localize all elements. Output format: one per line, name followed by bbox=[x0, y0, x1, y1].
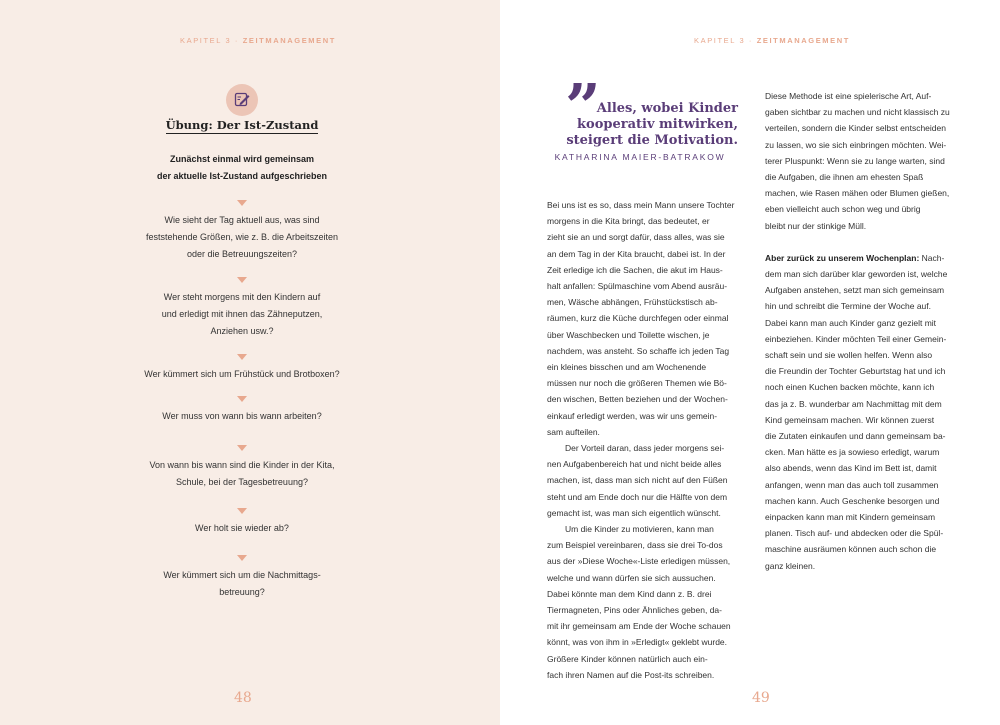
paragraph: Der Vorteil daran, dass jeder morgens sei- nen Aufgabenbereich hat und nicht beide alles machen, ist, dass man sich nicht auf den Füßen steht und am Ende doch nur die Hälfte von dem gemacht ist, was man sich eigentlich wünscht. bbox=[547, 443, 728, 518]
running-head-left bbox=[180, 36, 336, 45]
paragraph: Bei uns ist es so, dass mein Mann unsere Tochter morgens in die Kita bringt, das bedeutet, er zieht sie an und sorgt dafür, dass alles, was sie an dem Tag in der Kita braucht, dabei ist. In der Zeit erledige ich die Sachen, die akut im Haus- halt anfallen: Spülmaschine vom Abend ausräu- men, Wäsche abhängen, Frühstückstisch ab- räumen, kurz die Küche durchfegen oder einmal über Waschbecken und Toilette wischen, je nachdem, was ansteht. So schaffe ich jeden Tag ein kleines bisschen und am Wochenende müssen nur noch die größeren Themen wie Bö- den wischen, Betten beziehen und der Wochen- einkauf erledigt werden, was wir uns gemein- sam aufteilen. bbox=[547, 200, 735, 437]
page-number-left: 48 bbox=[234, 690, 252, 706]
triangle-down-icon bbox=[237, 354, 247, 360]
right-page bbox=[500, 0, 1000, 725]
triangle-down-icon bbox=[237, 508, 247, 514]
page-number-right: 49 bbox=[752, 690, 770, 706]
pencil-note-icon-graphic bbox=[233, 91, 251, 109]
exercise-intro: Zunächst einmal wird gemeinsam der aktuelle Ist-Zustand aufgeschrieben bbox=[156, 154, 328, 181]
question-item: Wer holt sie wieder ab? bbox=[120, 508, 364, 537]
subheading-inline: Aber zurück zu unserem Wochenplan: bbox=[765, 252, 920, 263]
triangle-down-icon bbox=[237, 200, 247, 206]
exercise-title: Übung: Der Ist-Zustand bbox=[165, 118, 319, 132]
triangle-down-icon bbox=[237, 445, 247, 451]
question-item: Wer kümmert sich um Frühstück und Brotboxen? bbox=[120, 354, 364, 383]
paragraph: Um die Kinder zu motivieren, kann man zum Beispiel vereinbaren, dass sie drei To-dos aus der »Diese Woche«-Liste erledigen müssen, welche und wann dürfen sie sich aussuchen. Dabei könnte man dem Kind dann z. B. drei Tiermagneten, Pins oder Ähnliches geben, da- mit ihr gemeinsam am Ende der Woche schauen könnt, was von ihm in »Erledigt« geklebt wurde. Größere Kinder können natürlich auch ein- fach ihren Namen auf die Post-its schreiben. bbox=[547, 524, 731, 680]
question-item: Wer kümmert sich um die Nachmittags- betreuung? bbox=[120, 555, 364, 601]
question-item: Von wann bis wann sind die Kinder in der Kita, Schule, bei der Tagesbetreuung? bbox=[120, 445, 364, 491]
quote-author: KATHARINA MAIER-BATRAKOW bbox=[554, 152, 726, 162]
triangle-down-icon bbox=[237, 396, 247, 402]
paragraph: Diese Methode ist eine spielerische Art, Auf- gaben sichtbar zu machen und nicht klassisch zu verteilen, sondern die Kinder selbst entscheiden zu lassen, wo sie sich einbringen möchten. Wei- terer Pluspunkt: Wenn sie zu lange warten, sind die Aufgaben, die ihnen am ehesten Spaß machen, wie Rasen mähen oder Blumen gießen, eben vielleicht auch schon weg und übrig bleibt nur der stinkige Müll. bbox=[765, 91, 950, 231]
question-item: Wer steht morgens mit den Kindern auf und erledigt mit ihnen das Zähneputzen, Anziehen usw.? bbox=[120, 277, 364, 340]
pencil-note-icon bbox=[226, 84, 258, 116]
triangle-down-icon bbox=[237, 555, 247, 561]
pull-quote: Alles, wobei Kinder kooperativ mitwirken, steigert die Motivation. bbox=[566, 101, 738, 148]
running-head-topic: ZEITMANAGEMENT bbox=[242, 36, 336, 45]
running-head-separator: · bbox=[234, 36, 243, 45]
question-item: Wie sieht der Tag aktuell aus, was sind feststehende Größen, wie z. B. die Arbeitszeiten oder die Betreuungszeiten? bbox=[120, 200, 364, 263]
paragraph: Aber zurück zu unserem Wochenplan: Nach- dem man sich darüber klar geworden ist, welche Aufgaben anstehen, setzt man sich gemeinsam hin und schreibt die Termine der Woche auf. Dabei kann man auch Kinder ganz gezielt mit einbeziehen. Kinder möchten Teil einer Gemein- schaft sein und sie wollen helfen. Wenn also die Freundin der Tochter Geburtstag hat und ich noch einen Kuchen backen möchte, kann ich das ja z. B. wunderbar am Nachmittag mit dem Kind gemeinsam machen. Wir können zuerst die Zutaten einkaufen und dann gemeinsam ba- cken. Man hätte es ja sowieso erledigt, warum also abends, wenn das Kind im Bett ist, damit anfangen, wenn man das auch toll zusammen machen kann. Auch Geschenke besorgen und einpacken kann man mit Kindern gemeinsam planen. Tisch auf- und abdecken oder die Spül- maschine ausräumen können auch schon die ganz kleinen. bbox=[765, 252, 948, 571]
running-head-topic: ZEITMANAGEMENT bbox=[756, 36, 850, 45]
quote-mark-icon: ” bbox=[565, 70, 595, 143]
body-column-2 bbox=[765, 88, 970, 574]
running-head-chapter: KAPITEL 3 bbox=[180, 36, 232, 45]
running-head-separator: · bbox=[748, 36, 757, 45]
question-item: Wer muss von wann bis wann arbeiten? bbox=[120, 396, 364, 425]
running-head-chapter: KAPITEL 3 bbox=[694, 36, 746, 45]
running-head-right bbox=[694, 36, 850, 45]
triangle-down-icon bbox=[237, 277, 247, 283]
body-column-1 bbox=[547, 197, 747, 683]
